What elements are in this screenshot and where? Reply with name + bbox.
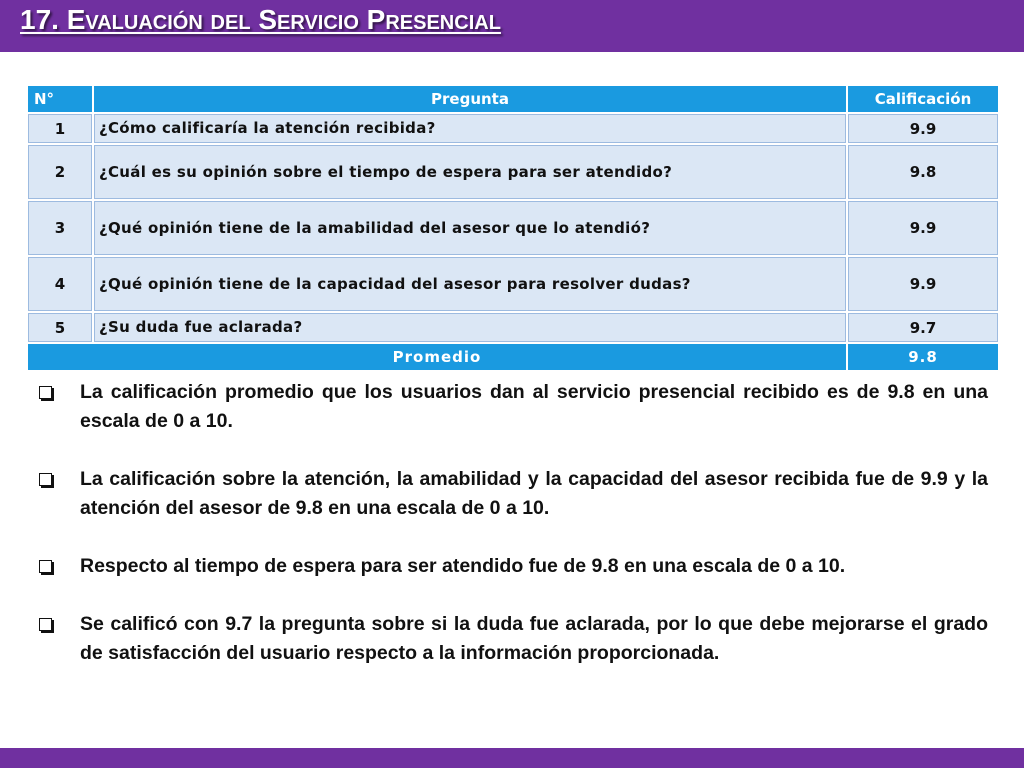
bullet-text: Se calificó con 9.7 la pregunta sobre si la duda fue aclarada, por lo que debe mejorarse el grado de satisfacción del usuario respecto a la información proporcionada. — [80, 613, 988, 664]
header-question: Pregunta — [94, 86, 846, 112]
table-row — [28, 313, 998, 342]
table-row — [28, 114, 998, 143]
row-score: 9.7 — [848, 313, 998, 342]
bullet-item — [36, 552, 988, 581]
checkbox-bullet-icon — [39, 473, 52, 486]
header-score: Calificación — [848, 86, 998, 112]
row-number: 5 — [28, 313, 92, 342]
row-score: 9.9 — [848, 114, 998, 143]
row-number: 2 — [28, 145, 92, 199]
row-number: 1 — [28, 114, 92, 143]
row-question: ¿Su duda fue aclarada? — [94, 313, 846, 342]
header-number: N° — [28, 86, 92, 112]
slide-title: 17. Evaluación del Servicio Presencial — [20, 4, 501, 35]
row-question: ¿Qué opinión tiene de la amabilidad del asesor que lo atendió? — [94, 201, 846, 255]
table-row — [28, 201, 998, 255]
bullet-item — [36, 378, 988, 436]
row-number: 4 — [28, 257, 92, 311]
row-number: 3 — [28, 201, 92, 255]
bullet-text: Respecto al tiempo de espera para ser atendido fue de 9.8 en una escala de 0 a 10. — [80, 555, 846, 577]
row-score: 9.8 — [848, 145, 998, 199]
average-score: 9.8 — [848, 344, 998, 370]
title-bar — [0, 0, 1024, 52]
evaluation-table — [26, 84, 1000, 372]
average-label: Promedio — [28, 344, 846, 370]
bullet-item — [36, 465, 988, 523]
table-row — [28, 257, 998, 311]
row-question: ¿Qué opinión tiene de la capacidad del asesor para resolver dudas? — [94, 257, 846, 311]
bullet-text: La calificación promedio que los usuarios dan al servicio presencial recibido es de 9.8 en una escala de 0 a 10. — [80, 381, 988, 432]
checkbox-bullet-icon — [39, 618, 52, 631]
row-question: ¿Cuál es su opinión sobre el tiempo de espera para ser atendido? — [94, 145, 846, 199]
row-score: 9.9 — [848, 257, 998, 311]
checkbox-bullet-icon — [39, 386, 52, 399]
bullet-text: La calificación sobre la atención, la amabilidad y la capacidad del asesor recibida fue de 9.9 y la atención del asesor de 9.8 en una escala de 0 a 10. — [80, 468, 988, 519]
checkbox-bullet-icon — [39, 560, 52, 573]
row-question: ¿Cómo calificaría la atención recibida? — [94, 114, 846, 143]
evaluation-table-container — [26, 84, 1000, 372]
average-row — [28, 344, 998, 370]
row-score: 9.9 — [848, 201, 998, 255]
bullet-list — [36, 378, 988, 697]
table-row — [28, 145, 998, 199]
table-header-row — [28, 86, 998, 112]
bullet-item — [36, 610, 988, 668]
footer-bar — [0, 748, 1024, 768]
